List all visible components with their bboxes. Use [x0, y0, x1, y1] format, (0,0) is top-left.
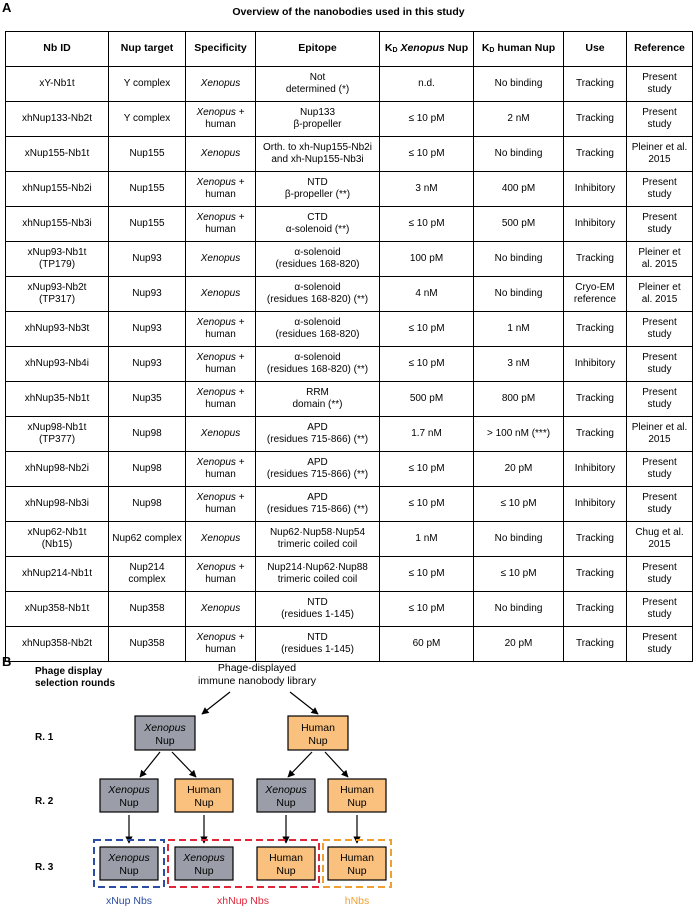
cell-nb-id-line: xhNup155-Nb3i [22, 217, 92, 229]
cell-epitope-line: β-propeller [293, 119, 342, 130]
r3-xenopus-nup-2: Nup [194, 865, 214, 877]
cell-specificity-line: human [205, 504, 236, 515]
cell-kd-xenopus: 60 pM [380, 627, 474, 662]
table-title: Overview of the nanobodies used in this study [232, 6, 465, 18]
cell-kd-xenopus: 500 pM [380, 382, 474, 417]
r3-human-nup-1: Nup [276, 865, 296, 877]
r3-human-box-1 [257, 847, 315, 880]
cell-epitope-line: (residues 1-145) [281, 609, 354, 620]
cell-nb-id-line: xNup155-Nb1t [24, 147, 90, 159]
cell-nup-target-line: Nup155 [129, 182, 165, 194]
cell-kd-human: No binding [474, 67, 564, 102]
cell-epitope-line: α-solenoid [294, 316, 341, 328]
arrow-r1h-to-r2h [325, 752, 348, 777]
cell-kd-xenopus: ≤ 10 pM [380, 207, 474, 242]
r3-human-label-1: Human [269, 852, 303, 864]
cell-specificity-line: human [205, 189, 236, 200]
cell-epitope-line: NTD [307, 631, 328, 643]
cell-epitope-line: (residues 168-820) (**) [266, 294, 369, 305]
arrow-r1h-to-r2x [288, 752, 312, 777]
cell-nup-target-line: Nup214 [129, 561, 165, 573]
cell-specificity-line: Xenopus + [196, 211, 245, 223]
header-reference: Reference [627, 32, 693, 67]
cell-reference-line: Present [642, 106, 677, 118]
cell-kd-human: ≤ 10 pM [474, 557, 564, 592]
round-label-r2: R. 2 [35, 796, 54, 807]
cell-specificity-line: human [205, 329, 236, 340]
header-kd-human: KD human Nup [474, 32, 564, 67]
group-xnup-label: xNup Nbs [105, 895, 153, 907]
r2-human-nup-1: Nup [194, 797, 214, 809]
cell-reference-line: Present [642, 176, 677, 188]
cell-kd-human: 20 pM [474, 452, 564, 487]
cell-nup-target-line: complex [128, 574, 166, 585]
header-use: Use [564, 32, 627, 67]
cell-kd-xenopus: ≤ 10 pM [380, 137, 474, 172]
r1-xenopus-box [135, 716, 195, 750]
cell-specificity-line: Xenopus + [196, 561, 245, 573]
cell-nup-target-line: Nup93 [132, 287, 162, 299]
cell-use-line: Inhibitory [574, 462, 616, 474]
cell-use-line: Tracking [576, 392, 614, 404]
r3-xenopus-box-1 [100, 847, 158, 880]
cell-kd-xenopus: ≤ 10 pM [380, 592, 474, 627]
arrow-lib-to-human [290, 692, 318, 714]
cell-kd-human: 1 nM [474, 312, 564, 347]
cell-reference-line: Present [642, 596, 677, 608]
cell-nup-target-line: Nup93 [132, 252, 162, 264]
cell-reference-line: Present [642, 631, 677, 643]
cell-specificity-line: Xenopus [200, 147, 241, 159]
cell-kd-human: 500 pM [474, 207, 564, 242]
arrow-r1x-to-r2x [140, 752, 160, 777]
cell-nup-target-line: Nup358 [129, 637, 165, 649]
cell-use-line: Tracking [576, 147, 614, 159]
cell-reference-line: Present [642, 211, 677, 223]
cell-specificity-line: human [205, 644, 236, 655]
cell-specificity-line: human [205, 574, 236, 585]
r1-human-label-nup: Nup [308, 735, 328, 747]
cell-reference-line: Present [642, 561, 677, 573]
cell-nup-target-line: Nup358 [129, 602, 165, 614]
cell-use-line: Tracking [576, 637, 614, 649]
cell-epitope-line: APD [307, 491, 328, 503]
cell-kd-xenopus: 1 nM [380, 522, 474, 557]
cell-use-line: Tracking [576, 567, 614, 579]
cell-specificity-line: Xenopus [200, 427, 241, 439]
cell-specificity-line: Xenopus [200, 532, 241, 544]
cell-use-line: Inhibitory [574, 497, 616, 509]
cell-specificity-line: human [205, 364, 236, 375]
r2-human-box-2 [328, 779, 386, 812]
cell-use-line: Tracking [576, 112, 614, 124]
cell-nb-id-line: xNup98-Nb1t [27, 421, 87, 433]
cell-specificity-line: Xenopus [200, 252, 241, 264]
cell-reference-line: Present [642, 71, 677, 83]
cell-nup-target-line: Nup98 [132, 462, 162, 474]
cell-kd-xenopus: 4 nM [380, 277, 474, 312]
cell-nb-id-line: xY-Nb1t [39, 77, 75, 89]
cell-kd-human: 20 pM [474, 627, 564, 662]
cell-nup-target-line: Nup93 [132, 357, 162, 369]
cell-epitope-line: trimeric coiled coil [277, 574, 358, 585]
cell-nb-id-line: xhNup93-Nb3t [24, 322, 90, 334]
r3-human-label-2: Human [340, 852, 374, 864]
round-label-r1: R. 1 [35, 732, 54, 743]
cell-epitope-line: β-propeller (**) [284, 189, 351, 200]
cell-epitope-line: APD [307, 421, 328, 433]
r2-human-box-1 [175, 779, 233, 812]
r2-xenopus-nup-1: Nup [119, 797, 139, 809]
cell-epitope-line: (residues 715-866) (**) [266, 469, 369, 480]
cell-use-line: reference [573, 294, 617, 305]
cell-use-line: Tracking [576, 252, 614, 264]
cell-reference-line: Present [642, 491, 677, 503]
cell-nup-target-line: Nup62 complex [112, 532, 182, 544]
cell-nup-target-line: Nup35 [132, 392, 162, 404]
cell-specificity-line: Xenopus + [196, 106, 245, 118]
cell-epitope-line: α-solenoid (**) [285, 224, 350, 235]
cell-nb-id-line: xhNup98-Nb3i [25, 497, 89, 509]
cell-reference-line: Pleiner et al. [631, 141, 688, 153]
panel-b-letter: B [2, 654, 12, 669]
cell-reference-line: Present [642, 386, 677, 398]
r3-xenopus-nup-1: Nup [119, 865, 139, 877]
cell-specificity-line: human [205, 469, 236, 480]
cell-epitope-line: and xh-Nup155-Nb3i [271, 154, 364, 165]
cell-specificity-line: Xenopus [200, 602, 241, 614]
cell-kd-xenopus: ≤ 10 pM [380, 557, 474, 592]
cell-nb-id-line: xhNup214-Nb1t [21, 567, 93, 579]
cell-kd-xenopus: 1.7 nM [380, 417, 474, 452]
cell-kd-xenopus: ≤ 10 pM [380, 452, 474, 487]
cell-nup-target-line: Nup155 [129, 147, 165, 159]
cell-reference-line: Chug et al. [635, 526, 684, 538]
cell-reference-line: al. 2015 [641, 259, 678, 270]
cell-nb-id-line: xNup93-Nb1t [27, 246, 87, 258]
r2-xenopus-box-2 [257, 779, 315, 812]
cell-nb-id-line: (TP317) [38, 294, 76, 305]
cell-epitope-line: APD [307, 456, 328, 468]
r1-human-label: Human [301, 722, 335, 734]
cell-kd-human: > 100 nM (***) [474, 417, 564, 452]
cell-kd-xenopus: ≤ 10 pM [380, 102, 474, 137]
cell-epitope-line: CTD [307, 211, 328, 223]
cell-specificity-line: human [205, 224, 236, 235]
cell-nb-id-line: xNup93-Nb2t [27, 281, 87, 293]
cell-kd-human: ≤ 10 pM [474, 487, 564, 522]
cell-kd-human: No binding [474, 592, 564, 627]
cell-reference-line: Pleiner et [638, 281, 681, 293]
cell-use-line: Tracking [576, 427, 614, 439]
cell-kd-human: 3 nM [474, 347, 564, 382]
cell-nb-id-line: xNup358-Nb1t [24, 602, 90, 614]
cell-use-line: Tracking [576, 602, 614, 614]
cell-kd-xenopus: 100 pM [380, 242, 474, 277]
cell-use-line: Inhibitory [574, 217, 616, 229]
cell-reference-line: Pleiner et al. [631, 421, 688, 433]
cell-specificity-line: Xenopus [200, 77, 241, 89]
cell-specificity-line: Xenopus + [196, 351, 245, 363]
cell-nb-id-line: (TP179) [38, 259, 76, 270]
cell-nb-id-line: (TP377) [38, 434, 76, 445]
r2-xenopus-label-1: Xenopus [108, 784, 150, 796]
cell-use-line: Tracking [576, 532, 614, 544]
cell-reference-line: study [647, 399, 672, 410]
cell-epitope-line: α-solenoid [294, 281, 341, 293]
cell-specificity-line: Xenopus [200, 287, 241, 299]
cell-specificity-line: Xenopus + [196, 386, 245, 398]
cell-epitope-line: NTD [307, 596, 328, 608]
cell-reference-line: study [647, 84, 672, 95]
diagram-heading-line1: Phage display [35, 666, 103, 677]
cell-epitope-line: (residues 715-866) (**) [266, 504, 369, 515]
cell-reference-line: al. 2015 [641, 294, 678, 305]
cell-epitope-line: determined (*) [285, 84, 350, 95]
cell-use-line: Cryo-EM [575, 281, 615, 293]
r2-xenopus-box-1 [100, 779, 158, 812]
cell-epitope-line: (residues 1-145) [281, 644, 354, 655]
cell-specificity-line: Xenopus + [196, 176, 245, 188]
cell-nup-target-line: Y complex [123, 77, 171, 89]
cell-reference-line: Present [642, 456, 677, 468]
cell-nb-id-line: xhNup358-Nb2t [21, 637, 93, 649]
cell-kd-xenopus: ≤ 10 pM [380, 487, 474, 522]
cell-epitope-line: (residues 168-820) [275, 329, 360, 340]
cell-reference-line: study [647, 329, 672, 340]
cell-epitope-line: α-solenoid [294, 246, 341, 258]
r2-human-label-1: Human [187, 784, 221, 796]
r3-xenopus-label-1: Xenopus [108, 852, 150, 864]
round-label-r3: R. 3 [35, 862, 54, 873]
panel-a-letter: A [2, 0, 12, 15]
r3-human-nup-2: Nup [347, 865, 367, 877]
cell-epitope-line: NTD [307, 176, 328, 188]
cell-kd-human: No binding [474, 277, 564, 312]
group-hnbs-label: hNbs [344, 895, 370, 907]
cell-specificity-line: Xenopus + [196, 491, 245, 503]
cell-kd-xenopus: ≤ 10 pM [380, 312, 474, 347]
r2-human-label-2: Human [340, 784, 374, 796]
cell-reference-line: 2015 [648, 434, 671, 445]
cell-kd-human: 2 nM [474, 102, 564, 137]
cell-kd-human: No binding [474, 242, 564, 277]
cell-specificity-line: Xenopus + [196, 631, 245, 643]
cell-epitope-line: Nup214·Nup62·Nup88 [267, 561, 368, 573]
cell-nup-target-line: Y complex [123, 112, 171, 124]
header-nup-target: Nup target [109, 32, 186, 67]
cell-kd-human: No binding [474, 137, 564, 172]
arrow-lib-to-xenopus [202, 692, 230, 714]
r2-xenopus-nup-2: Nup [276, 797, 296, 809]
cell-kd-xenopus: 3 nM [380, 172, 474, 207]
r3-human-box-2 [328, 847, 386, 880]
cell-epitope-line: (residues 168-820) [275, 259, 360, 270]
arrow-r1x-to-r2h [172, 752, 196, 777]
r1-xenopus-label-nup: Nup [155, 735, 175, 747]
cell-reference-line: study [647, 504, 672, 515]
cell-reference-line: 2015 [648, 539, 671, 550]
r1-human-box [288, 716, 348, 750]
cell-use-line: Tracking [576, 322, 614, 334]
cell-reference-line: Present [642, 316, 677, 328]
cell-reference-line: Present [642, 351, 677, 363]
cell-kd-human: 400 pM [474, 172, 564, 207]
cell-nb-id-line: (Nb15) [41, 539, 73, 550]
cell-nup-target-line: Nup98 [132, 497, 162, 509]
cell-reference-line: study [647, 119, 672, 130]
cell-reference-line: study [647, 644, 672, 655]
cell-use-line: Inhibitory [574, 182, 616, 194]
cell-nup-target-line: Nup155 [129, 217, 165, 229]
cell-specificity-line: human [205, 119, 236, 130]
cell-nb-id-line: xhNup98-Nb2i [25, 462, 89, 474]
cell-epitope-line: domain (**) [292, 399, 343, 410]
cell-epitope-line: Not [309, 71, 326, 83]
cell-reference-line: study [647, 364, 672, 375]
cell-nb-id-line: xhNup133-Nb2t [21, 112, 93, 124]
diagram-heading-line2: selection rounds [35, 678, 116, 689]
cell-kd-xenopus: ≤ 10 pM [380, 347, 474, 382]
r2-xenopus-label-2: Xenopus [265, 784, 307, 796]
cell-epitope-line: (residues 715-866) (**) [266, 434, 369, 445]
cell-specificity-line: Xenopus + [196, 456, 245, 468]
cell-epitope-line: (residues 168-820) (**) [266, 364, 369, 375]
header-epitope: Epitope [256, 32, 380, 67]
cell-kd-xenopus: n.d. [380, 67, 474, 102]
header-nb-id: Nb ID [6, 32, 109, 67]
header-specificity: Specificity [186, 32, 256, 67]
cell-epitope-line: RRM [306, 386, 329, 398]
cell-nb-id-line: xhNup35-Nb1t [24, 392, 90, 404]
cell-nb-id-line: xhNup155-Nb2i [22, 182, 92, 194]
r3-xenopus-box-2 [175, 847, 233, 880]
header-kd-xenopus: KD Xenopus Nup [380, 32, 474, 67]
cell-reference-line: study [647, 189, 672, 200]
cell-reference-line: 2015 [648, 154, 671, 165]
cell-specificity-line: Xenopus + [196, 316, 245, 328]
r2-human-nup-2: Nup [347, 797, 367, 809]
cell-reference-line: study [647, 469, 672, 480]
library-label-line2: immune nanobody library [198, 675, 316, 687]
cell-epitope-line: Nup133 [299, 106, 336, 118]
cell-use-line: Inhibitory [574, 357, 616, 369]
cell-kd-human: No binding [474, 522, 564, 557]
group-xhnup-label: xhNup Nbs [217, 895, 269, 907]
cell-epitope-line: Orth. to xh-Nup155-Nb2i [263, 141, 372, 153]
cell-epitope-line: α-solenoid [294, 351, 341, 363]
cell-nb-id-line: xhNup93-Nb4i [25, 357, 89, 369]
cell-nup-target-line: Nup98 [132, 427, 162, 439]
cell-epitope-line: trimeric coiled coil [277, 539, 358, 550]
cell-nb-id-line: xNup62-Nb1t [27, 526, 87, 538]
cell-reference-line: study [647, 609, 672, 620]
cell-reference-line: Pleiner et [638, 246, 681, 258]
cell-reference-line: study [647, 574, 672, 585]
cell-reference-line: study [647, 224, 672, 235]
library-label-line1: Phage-displayed [217, 662, 297, 674]
cell-kd-human: 800 pM [474, 382, 564, 417]
cell-use-line: Tracking [576, 77, 614, 89]
cell-nup-target-line: Nup93 [132, 322, 162, 334]
cell-specificity-line: human [205, 399, 236, 410]
r3-xenopus-label-2: Xenopus [183, 852, 225, 864]
cell-epitope-line: Nup62·Nup58·Nup54 [269, 526, 366, 538]
r1-xenopus-label: Xenopus [144, 722, 186, 734]
